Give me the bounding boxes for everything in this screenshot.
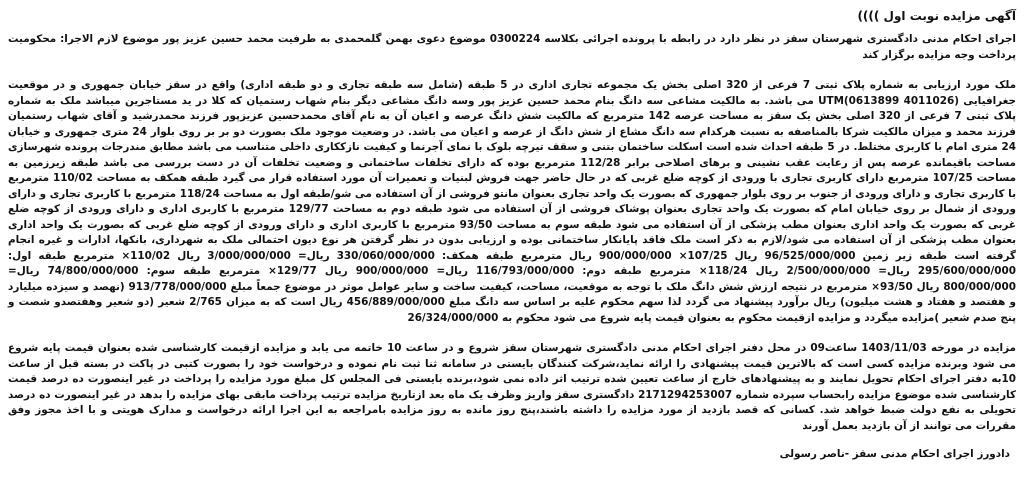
notice-title: آگهی مزایده نوبت اول )))) — [857, 9, 1016, 23]
officer-signature: دادورز اجرای احکام مدنی سقز -ناصر رسولی — [779, 448, 1010, 460]
notice-intro-paragraph: اجرای احکام مدنی دادگستری شهرستان سقز در نظر دارد در رابطه با پرونده اجرائی بکلاسه 0300224 موضوع دعوی بهمن گلمحمدی به طرفیت محمد حسین عزیز پور موضوع لازم الاجرا: محکومیت پرداخت وجه مزایده برگزار کند — [8, 33, 1016, 61]
auction-terms-paragraph: مزایده در مورخه 1403/11/03 ساعت09 در محل دفتر اجرای احکام مدنی دادگستری شهرستان سقز شروع و در ساعت 10 خاتمه می یابد و مزایده ازقیمت کارشناسی شده بعنوان قیمت پایه شروع می شود وبرنده مزایده کسی است که بالاترین قیمت پیشنهادی را ارائه نماید،شرکت کنندگان بایستی در سامانه ثنا ثبت نام نموده و درخواست خود را بصورت کتبی در پاکت در بسته قبل از ساعت 10به دفتر اجرای احکام تحویل نمایند و به پیشنهادهای خارج از ساعت تعیین شده ترتیب اثر داده نمی شود،برنده بایستی فی المجلس کل مبلغ مورد مزایده را پرداخت در غیر اینصورت ده درصد قیمت کارشناسی شده موضوع مزایده رابحساب سپرده شماره 2171294253007 دادگستری سقز واریز وظرف یک ماه بعد ازتاریخ مزایده ترتیب پرداخت مابقی بهای مزایده را بدهد در غیر اینصورت ده درصد تحویلی به نفع دولت ضبط خواهد شد. کسانی که قصد بازدید از مورد مزایده را داشته باشند،پنج روز مانده به روز مزایده بامراجعه به این اجرا ارائه درخواست و مدارک هویتی و با اخذ مجوز وفق مقررات می توانند از آن بازدید بعمل آورند — [8, 342, 1016, 432]
property-description-paragraph: ملک مورد ارزیابی به شماره پلاک ثبتی 7 فرعی از 320 اصلی بخش یک مجموعه تجاری اداری در 5 طبقه (شامل سه طبقه تجاری و دو طبقه اداری) واقع در سقز خیابان جمهوری و در موقعیت جغرافیایی UTM(0613899 4011026) می باشد. به مالکیت مشاعی سه دانگ بنام محمد حسین عزیز پور وسه دانگ مشاعی دیگر بنام شهاب رستمیان که کلا در ید مستاجرین میباشد ملک به شماره پلاک ثبتی 7 فرعی از 320 اصلی بخش یک سقز به مساحت عرصه 142 مترمربع که مالکیت شش دانگ عرصه و اعیان آن به نام آقای محمدحسین عزیزپور فرزند محمدرشید و آقای شهاب رستمیان فرزند محمد و میزان مالکیت شرکا بالمناصفه به نسبت هرکدام سه دانگ مشاع از شش دانگ از عرصه و اعیان می باشد. در وضعیت موجود ملک بصورت دو بر بر روی بلوار 24 متری جمهوری و خیابان 24 متری امام با کاربری مختلط. در 5 طبقه احداث شده است اسکلت ساختمان بتنی و سقف تیرچه بلوک با نمای آجرنما و کیفیت نازککاری داخلی متناسب می باشد مطابق مندرجات پرونده شهرسازی مساحت باقیمانده عرصه پس از رعایت عقب نشینی و برهای اصلاحی برابر 112/28 مترمربع بوده که دارای تخلفات ساختمانی و وضعیت تخلفات آن در دست بررسی می باشد طبقه زیرزمین به مساحت 107/25 مترمربع دارای کاربری تجاری با ورودی از کوچه ضلع غربی که در حال حاضر جهت فروش لبنیات و تعمیرات آن مورد استفاده قرار می گیرد طبقه همکف به مساحت 110/02 مترمربع با کاربری تجاری و دارای ورودی از جنوب بر روی بلوار جمهوری که بصورت یک واحد تجاری بعنوان مانتو فروشی از آن استفاده می شو/طبقه اول به مساحت 118/24 مترمربع با کاربری تجاری و دارای ورودی از شمال بر روی خیابان امام که بصورت یک واحد تجاری بعنوان پوشاک فروشی از آن استفاده می شود طبقه دوم به مساحت 129/77 مترمربع با کاربری اداری و دارای ورودی از کوچه ضلع غربی که بصورت یک واحد اداری بعنوان مطب پزشکی از آن استفاده می شود طبقه سوم به مساحت 93/50 مترمربع با کاربری اداری و دارای ورودی از کوچه ضلع غربی که بصورت یک واحد اداری بعنوان مطب پزشکی از آن استفاده می شود/لازم به ذکر است ملک فاقد پایانکار ساختمانی بوده و ارزیابی بدون در نظر گرفتن هر نوع دیون احتمالی ملک به شهرداری، بانکها، ادارات و غیره انجام گرفته است طبقه زیر زمین 96/525/000/000 ریال 107/25× 900/000/000 ریال مترمربع طبقه همکف: 330/060/000/000 ریال= 3/000/000/000 ریال 110/02× مترمربع طبقه اول: 295/600/000/000 ریال= 2/500/000/000 ریال 118/24× مترمربع طبقه دوم: 116/793/000/000 ریال= 900/000/000 ریال 129/77× مترمربع طبقه سوم: 74/800/000/000 ریال= 800/000/000 ریال 93/50× مترمربع در نتیجه ارزش شش دانگ ملک با توجه به موقعیت، مساحت، کیفیت ساخت و سایر عوامل موثر در موضوع جمعاً مبلغ 913/778/000/000 (نهصد و سیزده میلیارد و هفتصد و هفتاد و هشت میلیون) ریال برآورد پیشنهاد می گردد لذا سهم محکوم علیه بر اساس سه دانگ مبلغ 456/889/000/000 ریال است که به میزان 2/765 شعیر (دو شعیر وهفتصدو شصت و پنج صدم شعیر )مزایده میگردد و مزایده ازقیمت محکوم به بعنوان قیمت پایه شروع می شود محکوم به 26/324/000/000 — [8, 79, 1017, 324]
